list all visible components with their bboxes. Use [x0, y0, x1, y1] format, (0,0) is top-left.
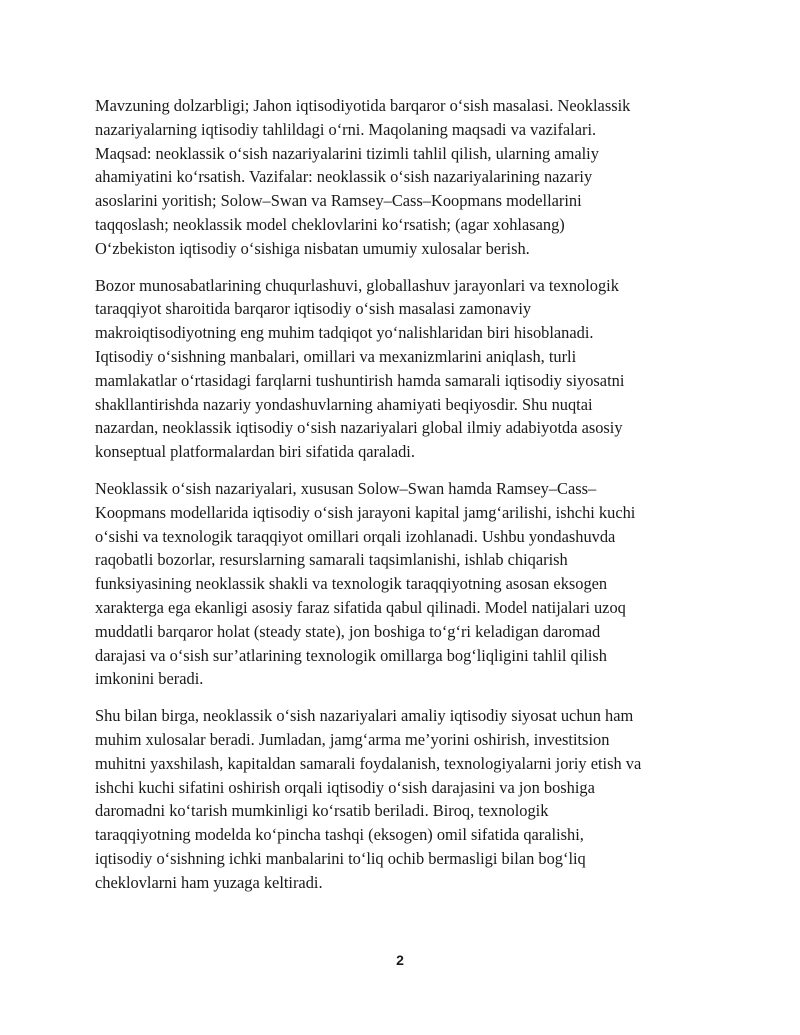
- paragraph-context: Bozor munosabatlarining chuqurlashuvi, globallashuv jarayonlari va texnologik taraqqiyot sharoitida barqaror iqtisodiy o‘sish masalasi zamonaviy makroiqtisodiyotning eng muhim tadqiqot yo‘nalishlaridan biri hisoblanadi. Iqtisodiy o‘sishning manbalari, omillari va mexanizmlarini aniqlash, turli mamlakatlar o‘rtasidagi farqlarni tushuntirish hamda samarali iqtisodiy siyosatni shakllantirishda nazariy yondashuvlarning ahamiyati beqiyosdir. Shu nuqtai nazardan, neoklassik iqtisodiy o‘sish nazariyalari global ilmiy adabiyotda asosiy konseptual platformalardan biri sifatida qaraladi.: [95, 275, 625, 462]
- paragraph-neoclassical-models: Neoklassik o‘sish nazariyalari, xususan Solow–Swan hamda Ramsey–Cass– Koopmans modellarida iqtisodiy o‘sish jarayoni kapital jamg‘arilishi, ishchi kuchi o‘sishi va texnologik taraqqiyot omillari orqali izohlanadi. Ushbu yondashuvda raqobatli bozorlar, resurslarning samarali taqsimlanishi, ishlab chiqarish funksiyasining neoklassik shakli va texnologik taraqqiyotning asosan eksogen xarakterga ega ekanligi asosiy faraz sifatida qabul qilinadi. Model natijalari uzoq muddatli barqaror holat (steady state), jon boshiga to‘g‘ri keladigan daromad darajasi va o‘sish sur’atlarining texnologik omillarga bog‘liqligini tahlil qilish imkonini beradi.: [95, 478, 636, 689]
- page-number: 2: [396, 952, 404, 968]
- body-text: [95, 94, 717, 908]
- paragraph-introduction: Mavzuning dolzarbligi; Jahon iqtisodiyotida barqaror o‘sish masalasi. Neoklassik nazariyalarning iqtisodiy tahlildagi o‘rni. Maqolaning maqsadi va vazifalari. Maqsad: neoklassik o‘sish nazariyalarini tizimli tahlil qilish, ularning amaliy ahamiyatini ko‘rsatish. Vazifalar: neoklassik o‘sish nazariyalarining nazariy asoslarini yoritish; Solow–Swan va Ramsey–Cass–Koopmans modellarini taqqoslash; neoklassik model cheklovlarini ko‘rsatish; (agar xohlasang) O‘zbekiston iqtisodiy o‘sishiga nisbatan umumiy xulosalar berish.: [95, 96, 631, 258]
- paragraph-policy-implications: Shu bilan birga, neoklassik o‘sish nazariyalari amaliy iqtisodiy siyosat uchun ham muhim xulosalar beradi. Jumladan, jamg‘arma me’yorini oshirish, investitsion muhitni yaxshilash, kapitaldan samarali foydalanish, texnologiyalarni joriy etish va ishchi kuchi sifatini oshirish orqali iqtisodiy o‘sish darajasini va jon boshiga daromadni ko‘tarish mumkinligi ko‘rsatib beriladi. Biroq, texnologik taraqqiyotning modelda ko‘pincha tashqi (eksogen) omil sifatida qaralishi, iqtisodiy o‘sishning ichki manbalarini to‘liq ochib bermasligi bilan bog‘liq cheklovlarni ham yuzaga keltiradi.: [95, 706, 642, 892]
